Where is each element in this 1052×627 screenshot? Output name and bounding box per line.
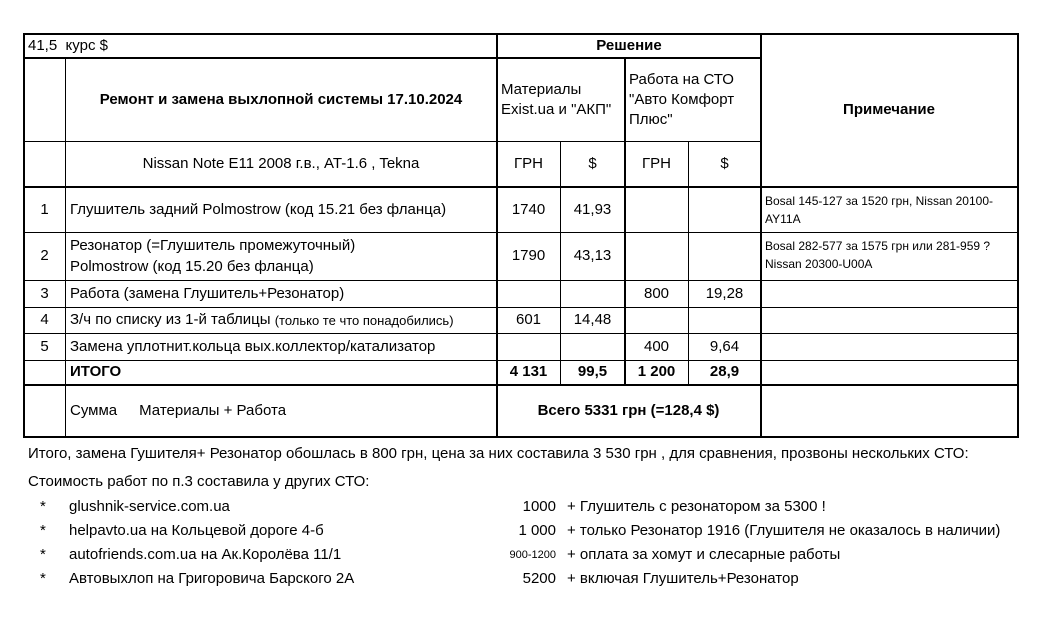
list-item-4-note: + включая Глушитель+Резонатор: [567, 569, 799, 587]
car-model: Nissan Note E11 2008 г.в., AT-1.6 , Tekna: [142, 154, 420, 172]
row-5-work-usd: 9,64: [709, 337, 740, 355]
row-5-item: Замена уплотнит.кольца вых.коллектор/катализатор: [70, 337, 436, 355]
exchange-rate-cell: [24, 34, 114, 58]
materials-header: Материалы Exist.ua и "АКП": [501, 80, 612, 118]
footer-summary: Итого, замена Гушителя+ Резонатор обошлась в 800 грн, цена за них составила 3 530 грн , для сравнения, прозвоны нескольких СТО:: [28, 444, 969, 462]
list-item-3-note: + оплата за хомут и слесарные работы: [567, 545, 841, 563]
row-2-item: [66, 233, 496, 280]
list-item-3-name: autofriends.com.ua на Ак.Королёва 11/1: [69, 545, 342, 563]
row-2-num: 2: [40, 247, 49, 265]
row-4-mat-usd: 14,48: [573, 311, 612, 329]
row-3-work-uah: 800: [643, 284, 670, 302]
row-3-item: Работа (замена Глушитель+Резонатор): [70, 284, 345, 302]
border-bottom: [23, 436, 1019, 438]
list-item-3-bullet: *: [40, 545, 46, 563]
col-header-mat-usd: $: [588, 154, 597, 172]
list-item-4-price: 5200: [522, 569, 556, 587]
list-item-1-name: glushnik-service.com.ua: [69, 497, 230, 515]
list-item-1-price: 1000: [522, 497, 556, 515]
list-item-1-note: + Глушитель с резонатором за 5300 !: [567, 497, 826, 515]
sum-label: Сумма: [70, 401, 118, 419]
row-1-mat-usd: 41,93: [573, 200, 612, 218]
row-2-item-line2: Polmostrow (код 15.20 без фланца): [70, 257, 314, 275]
list-item-4-name: Автовыхлоп на Григоровича Барского 2А: [69, 569, 355, 587]
row-1-note: Bosal 145-127 за 1520 грн, Nissan 20100-AY11A: [765, 194, 993, 226]
row-5-num: 5: [40, 337, 49, 355]
list-item-2-note: + только Резонатор 1916 (Глушителя не оказалось в наличии): [567, 521, 1001, 539]
exchange-rate-label: курс $: [65, 36, 108, 54]
sum-sublabel: Материалы + Работа: [139, 401, 287, 419]
col-header-work-usd: $: [720, 154, 729, 172]
row-1-num: 1: [40, 200, 49, 218]
list-item-3-price: 900-1200: [509, 548, 556, 561]
row-2-item-line1: Резонатор (=Глушитель промежуточный): [70, 237, 356, 255]
note-header: Примечание: [843, 100, 935, 118]
footer-subtitle: Стоимость работ по п.3 составила у других СТО:: [28, 472, 370, 490]
row-1-item: Глушитель задний Polmostrow (код 15.21 без фланца): [70, 200, 447, 218]
row-4-item-main: З/ч по списку из 1-й таблицы: [70, 311, 271, 329]
row-2-mat-uah: 1790: [511, 247, 546, 265]
row-3-num: 3: [40, 284, 49, 302]
sum-cell: [66, 386, 496, 436]
list-item-2-name: helpavto.ua на Кольцевой дороге 4-б: [69, 521, 324, 539]
row-1-mat-uah: 1740: [511, 200, 546, 218]
row-2-mat-usd: 43,13: [573, 247, 612, 265]
row-3-work-usd: 19,28: [705, 284, 744, 302]
row-5-work-uah: 400: [643, 337, 670, 355]
border-right: [1017, 33, 1019, 438]
row-4-item: [66, 308, 496, 333]
total-work-uah: 1 200: [637, 363, 676, 381]
list-item-2-price: 1 000: [518, 521, 556, 539]
list-item-4-bullet: *: [40, 569, 46, 587]
work-header: Работа на СТО "Авто Комфорт Плюс": [629, 70, 735, 129]
row-4-mat-uah: 601: [515, 311, 542, 329]
list-item-1-bullet: *: [40, 497, 46, 515]
col-header-mat-uah: ГРН: [514, 154, 543, 172]
col-header-work-uah: ГРН: [642, 154, 671, 172]
list-item-2-bullet: *: [40, 521, 46, 539]
total-work-usd: 28,9: [709, 363, 740, 381]
total-mat-usd: 99,5: [577, 363, 608, 381]
total-label: ИТОГО: [70, 363, 122, 381]
row-2-note: Bosal 282-577 за 1575 грн или 281-959 ? Nissan 20300-U00A: [765, 239, 991, 271]
exchange-rate-value: 41,5: [28, 36, 58, 54]
decision-header: Решение: [596, 36, 662, 54]
sum-total-value: Всего 5331 грн (=128,4 $): [537, 401, 720, 419]
total-mat-uah: 4 131: [509, 363, 548, 381]
row-4-item-small: (только те что понадобились): [274, 312, 454, 328]
row-4-num: 4: [40, 311, 49, 329]
page-title: Ремонт и замена выхлопной системы 17.10.2024: [99, 90, 463, 108]
